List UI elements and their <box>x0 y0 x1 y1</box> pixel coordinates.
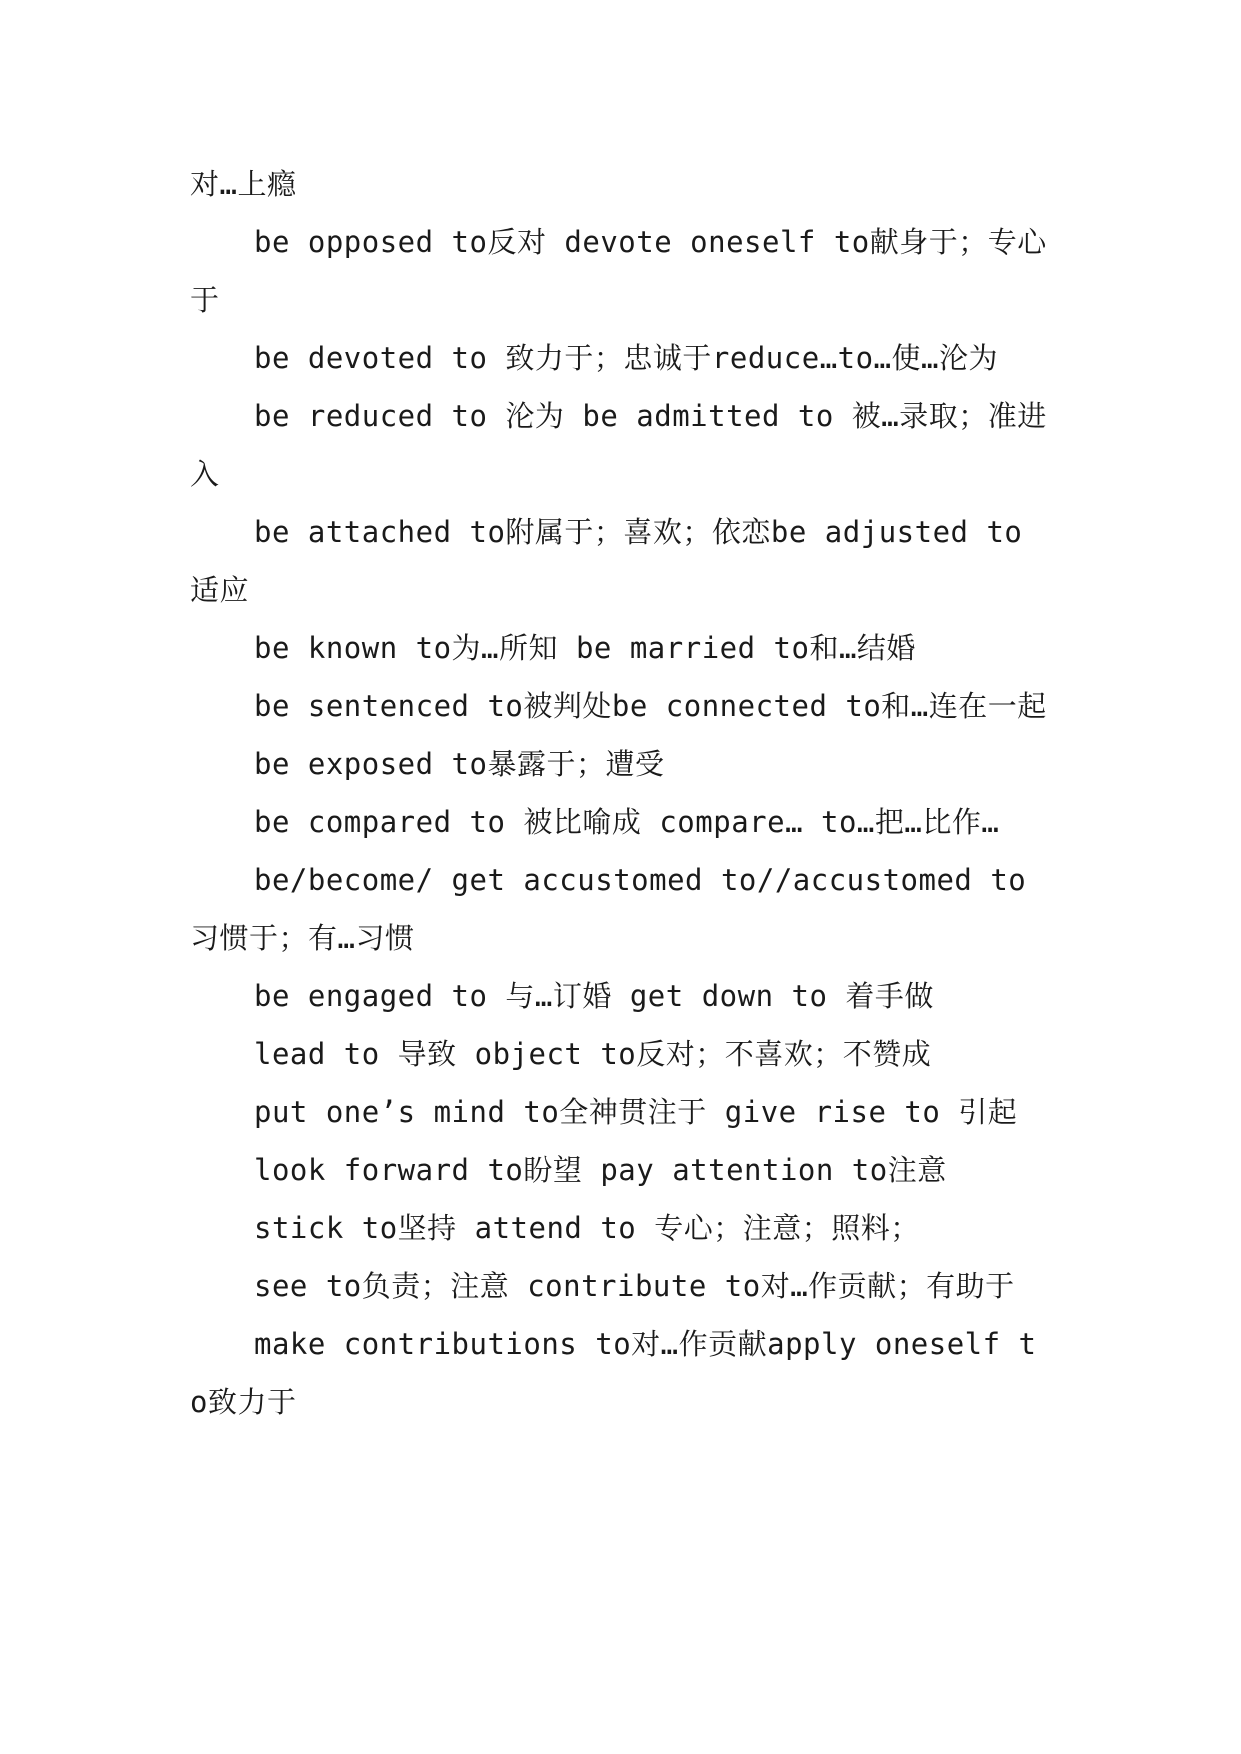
paragraph: see to负责；注意 contribute to对…作贡献；有助于 <box>254 1269 1015 1303</box>
paragraph: be sentenced to被判处be connected to和…连在一起 <box>254 689 1047 723</box>
paragraph: be devoted to 致力于；忠诚于reduce…to…使…沦为 <box>254 341 998 375</box>
paragraph: be opposed to反对 devote oneself to献身于；专心于 <box>190 225 1047 317</box>
paragraph: be known to为…所知 be married to和…结婚 <box>254 631 916 665</box>
paragraph: be exposed to暴露于；遭受 <box>254 747 665 781</box>
paragraph: lead to 导致 object to反对；不喜欢；不赞成 <box>254 1037 932 1071</box>
paragraph: be engaged to 与…订婚 get down to 着手做 <box>254 979 934 1013</box>
document-body <box>190 155 1050 1431</box>
paragraph: be compared to 被比喻成 compare… to…把…比作… <box>254 805 1000 839</box>
paragraph: look forward to盼望 pay attention to注意 <box>254 1153 947 1187</box>
paragraph: make contributions to对…作贡献apply oneself to致力于 <box>190 1327 1037 1419</box>
paragraph: be/become/ get accustomed to//accustomed to习惯于；有…习惯 <box>190 863 1027 955</box>
paragraph: be reduced to 沦为 be admitted to 被…录取；准进入 <box>190 399 1047 491</box>
paragraph: 对…上瘾 <box>190 167 297 201</box>
paragraph: be attached to附属于；喜欢；依恋be adjusted to适应 <box>190 515 1023 607</box>
paragraph: stick to坚持 attend to 专心；注意；照料； <box>254 1211 920 1245</box>
paragraph: put one’s mind to全神贯注于 give rise to 引起 <box>254 1095 1018 1129</box>
